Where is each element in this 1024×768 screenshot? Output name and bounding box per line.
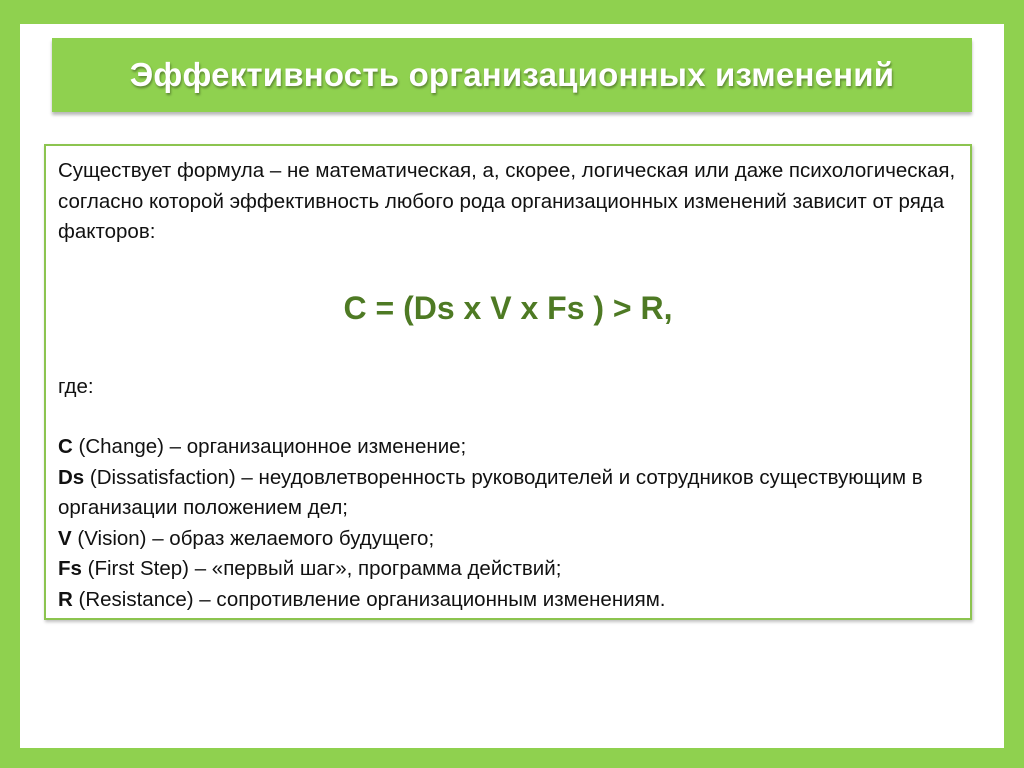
definition-text: (Vision) – образ желаемого будущего; xyxy=(71,526,435,550)
definition-text: (First Step) – «первый шаг», программа действий; xyxy=(81,557,562,580)
formula: C = (Ds x V x Fs ) > R, xyxy=(343,289,673,326)
definition-term: V xyxy=(58,526,72,550)
definition-term: Ds xyxy=(58,465,85,489)
title-banner xyxy=(52,38,972,112)
definition-text: (Change) – организационное изменение; xyxy=(72,435,467,458)
definitions-list xyxy=(58,432,958,615)
definition-item xyxy=(58,524,958,555)
definition-item xyxy=(58,554,958,585)
where-label: где: xyxy=(58,374,94,398)
slide-canvas xyxy=(20,24,1004,748)
definition-term: C xyxy=(58,435,73,458)
definition-term: R xyxy=(58,587,73,611)
intro-paragraph: Существует формула – не математическая, а, скорее, логическая или даже психологическая, согласно которой эффективность любого рода организационных изменений зависит от ряда факторов: xyxy=(58,159,956,243)
definition-term: Fs xyxy=(58,557,82,580)
definition-item xyxy=(58,585,958,616)
definition-text: (Resistance) – сопротивление организационным изменениям. xyxy=(72,587,666,611)
content-box xyxy=(44,144,972,620)
definition-item xyxy=(58,463,958,524)
definition-item xyxy=(58,432,958,463)
page-title: Эффективность организационных изменений xyxy=(129,56,895,93)
definition-text: (Dissatisfaction) – неудовлетворенность руководителей и сотрудников существующим в организации положением дел; xyxy=(58,465,923,519)
